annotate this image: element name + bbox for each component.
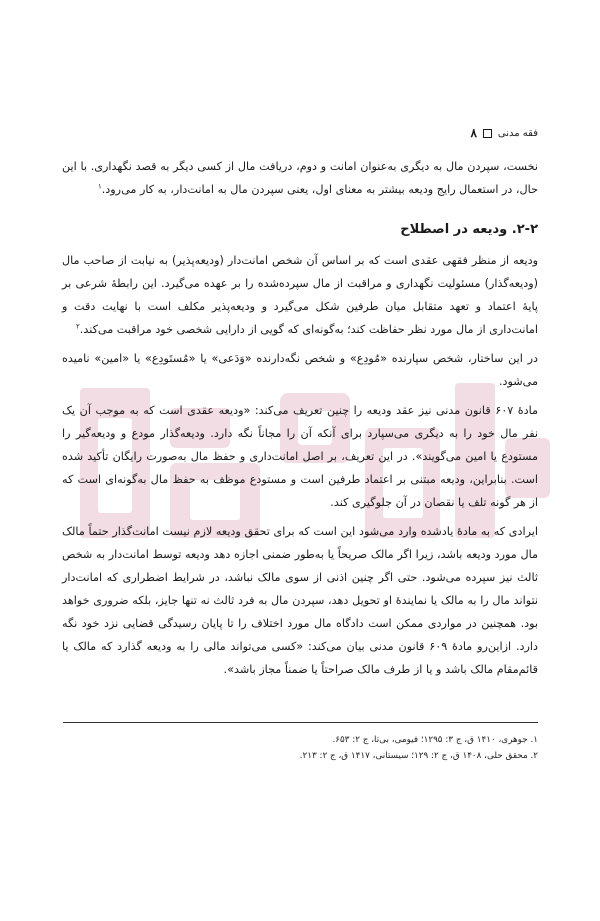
footnote-1: ۱. جوهری، ۱۴۱۰ ق، ج ۳: ۱۲۹۵؛ فیومی، بی‌تا، ج ۲: ۶۵۳. <box>332 735 538 745</box>
footnote-2: ۲. محقق حلی، ۱۴۰۸ ق، ج ۲: ۱۲۹؛ سیستانی، ۱۴۱۷ ق، ج ۲: ۲۱۳. <box>299 751 538 761</box>
page-number: ۸ <box>470 126 477 140</box>
paragraph-definition: ودیعه از منظر فقهی عقدی است که بر اساس آن شخص امانت‌دار (ودیعه‌پذیر) به نیابت از صاحب مال (ودیعه‌گذار) مسئولیت نگهداری و مراقبت از مال سپرده‌شده را بر عهده می‌گیرد. این رابطهٔ شرعی بر پایهٔ اعتماد و تعهد متقابل میان طرفین شکل می‌گیرد و ودیعه‌پذیر مکلف است با نهایت دقت و امانت‌داری از مال مورد نظر حفاظت کند؛ به‌گونه‌ای که گویی از دارایی شخصی خود مراقبت می‌کند.$^۲$ <box>62 254 538 336</box>
footnote-ref-2: ۲ <box>76 322 80 331</box>
footnote-ref-1: ۱ <box>97 182 102 191</box>
square-icon <box>483 129 492 138</box>
section-heading: ۲-۲. ودیعه در اصطلاح <box>400 222 538 237</box>
paragraph-terms: در این ساختار، شخص سپارنده «مُودِع» و شخص نگه‌دارنده «وَدَعی» یا «مُستَودِع» یا «امین» نامیده می‌شود. <box>62 352 538 388</box>
paragraph-article-607: مادهٔ ۶۰۷ قانون مدنی نیز عقد ودیعه را چنین تعریف می‌کند: «ودیعه عقدی است که به موجب آن یک نفر مال خود را به دیگری می‌سپارد برای آنکه آن را مجاناً نگه دارد. ودیعه‌گذار مودع و ودیعه‌گیر را مستودع یا امین می‌گویند». در این تعریف، بر اصل امانت‌داری و حفظ مال به‌صورت رایگان تأکید شده است. بنابراین، ودیعه مبتنی بر اعتماد طرفین است و مستودع موظف به حفظ مال به‌گونه‌ای است که از هر گونه تلف یا نقصان در آن جلوگیری کند. <box>62 404 538 509</box>
intro-paragraph: نخست، سپردن مال به دیگری به‌عنوان امانت و دوم، دریافت مال از کسی دیگر به قصد نگهداری. با این حال، در استعمال رایج ودیعه بیشتر به معنای اول، یعنی سپردن مال به امانت‌دار، به کار می‌رود.$^۱$ <box>62 160 538 196</box>
paragraph-article-609: ایرادی که به مادهٔ یادشده وارد می‌شود این است که برای تحقق ودیعه لازم نیست امانت‌گذار حتماً مالک مال مورد ودیعه باشد، زیرا اگر مالک صریحاً یا به‌طور ضمنی اجازه دهد ودیعه توسط امانت‌دار به شخص ثالث نیز سپرده می‌شود. حتی اگر چنین اذنی از سوی مالک نباشد، در شرایط اضطراری که امانت‌دار نتواند مال را به مالک یا نمایندهٔ او تحویل دهد، سپردن مال به فرد ثالث نه تنها جایز، بلکه ضروری خواهد بود. همچنین در مواردی ممکن است دادگاه مال مورد اختلاف را تا پایان رسیدگی قضایی نزد خود نگه دارد. ازاین‌رو مادهٔ ۶۰۹ قانون مدنی بیان می‌کند: «کسی می‌تواند مالی را به ودیعه گذارد که مالک یا قائم‌مقام مالک باشد و یا از طرف مالک صراحتاً یا ضمناً مجاز باشد». <box>62 525 538 676</box>
running-title: فقه مدنی <box>497 127 538 139</box>
page-header <box>470 126 538 140</box>
main-text <box>62 155 538 681</box>
footnote-divider <box>63 722 538 723</box>
footnotes <box>62 732 538 764</box>
